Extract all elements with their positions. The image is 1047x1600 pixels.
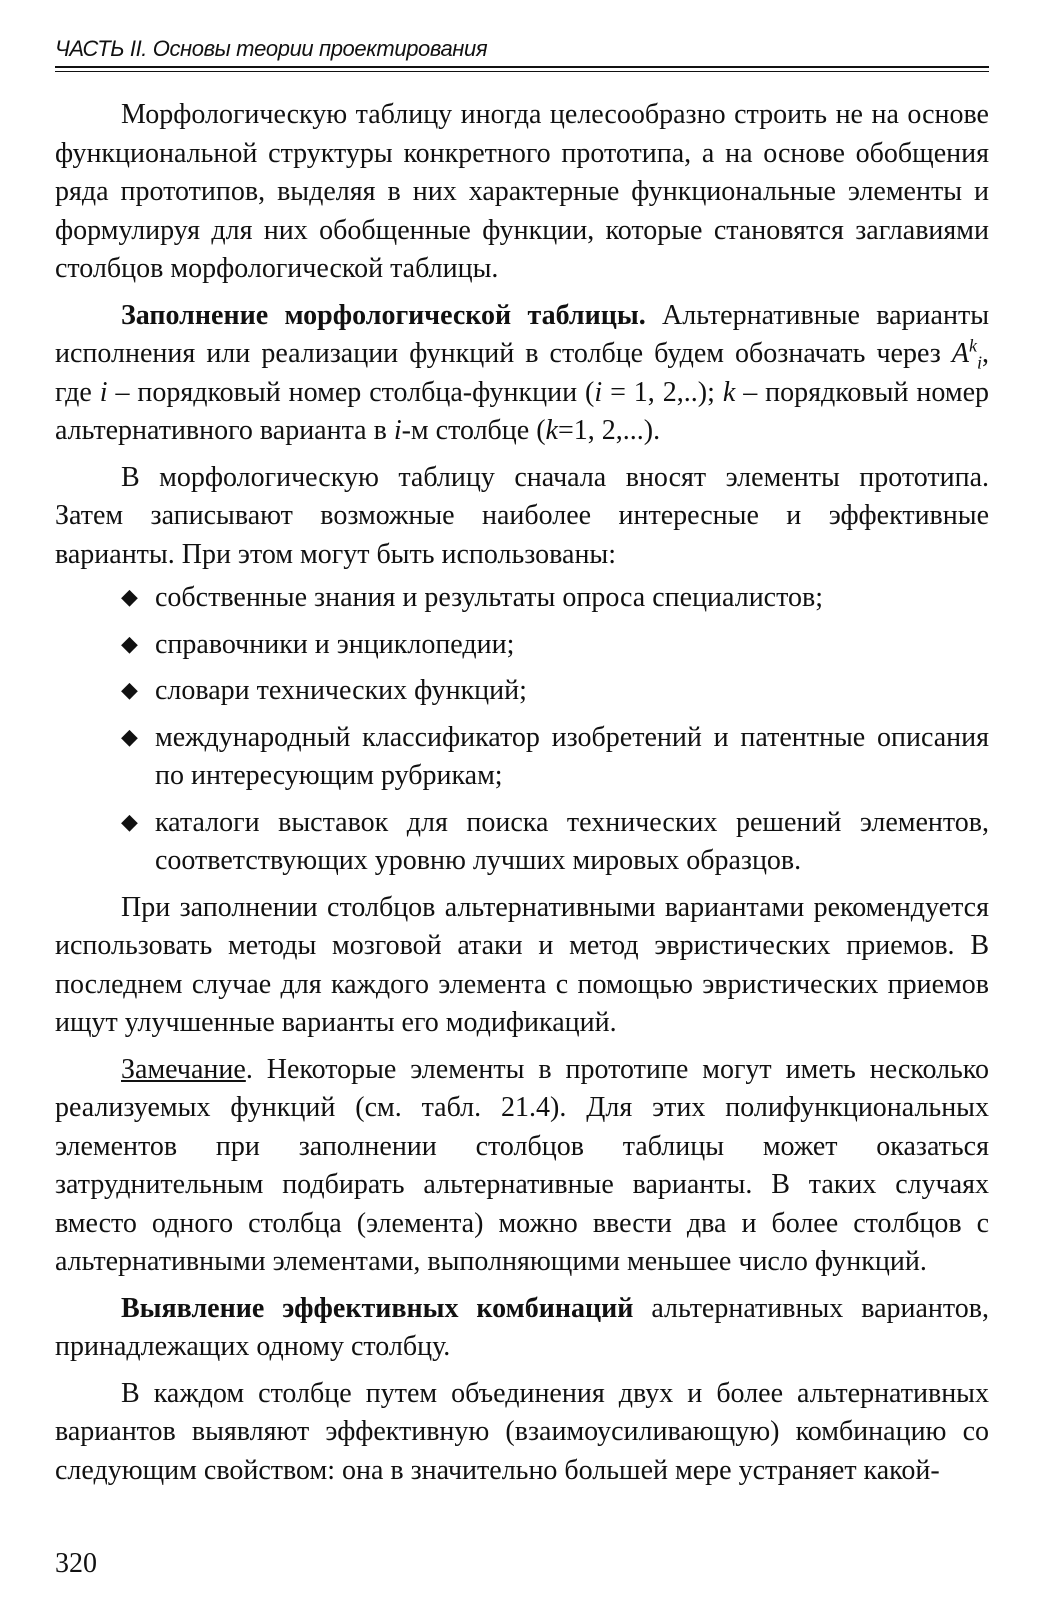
symbol-i-1: i: [99, 376, 108, 408]
list-item-text: словари технических функций;: [155, 675, 527, 706]
p2-text-1: Альтернативные варианты исполнения или реализации функций в столбце будем обозначать через: [55, 299, 990, 369]
list-item-text: собственные знания и результаты опроса специалистов;: [155, 582, 823, 613]
p2-text-5: – порядковый номер альтернативного варианта в: [55, 376, 989, 446]
list-item: [55, 672, 989, 711]
p2-text-2: , где: [55, 338, 989, 408]
paragraph-5: [55, 1051, 989, 1282]
p2-text-3: – порядковый номер столбца-функции (: [107, 376, 595, 408]
paragraph-7: В каждом столбце путем объединения двух и более альтернативных вариантов выявляют эффективную (взаимоусиливающую) комбинацию со следующим свойством: она в значительно большей мере устраняет какой-: [55, 1377, 989, 1486]
running-header: ЧАСТЬ II. Основы теории проектирования: [55, 36, 488, 61]
symbol-i-sub: i: [976, 352, 982, 373]
paragraph-1: Морфологическую таблицу иногда целесообразно строить не на основе функциональной структуры конкретного прототипа, а на основе обобщения ряда прототипов, выделяя в них характерные функциональные элементы и формулируя для них обобщенные функции, которые становятся заглавиями столбцов морфологической таблицы.: [55, 99, 989, 284]
section-heading-combinations: Выявление эффективных комбинаций: [121, 1292, 634, 1324]
p6-text: альтернативных вариантов, принадлежащих одному столбцу.: [55, 1292, 989, 1362]
header-rule-thick: [55, 66, 989, 68]
symbol-k-1: k: [722, 376, 736, 408]
list-item-text: каталоги выставок для поиска технических решений элементов, соответствующих уровню лучших мировых образцов.: [155, 806, 989, 876]
bullet-list: [55, 579, 989, 881]
paragraph-3: В морфологическую таблицу сначала вносят элементы прототипа. Затем записывают возможные наиболее интересные и эффективные варианты. При этом могут быть использованы:: [55, 461, 989, 570]
paragraph-2: [55, 297, 989, 451]
list-item-text: справочники и энциклопедии;: [155, 628, 515, 660]
p2-text-4: = 1, 2,..);: [602, 376, 723, 408]
list-item: [55, 626, 989, 665]
note-text: . Некоторые элементы в прототипе могут иметь несколько реализуемых функций (см. табл. 21.4). Для этих полифункциональных элементов при заполнении столбцов таблицы может оказаться затруднительным подбирать альтернативные варианты. В таких случаях вместо одного столбца (элемента) можно ввести два и более столбцов с альтернативными элементами, выполняющими меньшее число функций.: [55, 1053, 989, 1277]
diamond-bullet-icon: ◆: [121, 585, 138, 610]
header-rule-thin: [55, 71, 989, 72]
page-number: 320: [55, 1548, 97, 1579]
list-item-text: международный классификатор изобретений и патентные описания по интересующим рубрикам;: [155, 721, 989, 791]
diamond-bullet-icon: ◆: [121, 724, 138, 750]
page-body: [55, 96, 989, 1490]
p2-text-7: =1, 2,...).: [557, 415, 661, 446]
symbol-i-3: i: [393, 415, 402, 446]
list-item: [55, 804, 989, 881]
section-heading-filling: Заполнение морфологической таблицы.: [121, 299, 646, 331]
symbol-k-2: k: [545, 415, 558, 446]
list-item: [55, 579, 989, 618]
p2-text-6: -м столбце (: [401, 415, 546, 446]
diamond-bullet-icon: ◆: [121, 631, 138, 657]
symbol-a: A: [951, 338, 969, 369]
paragraph-4: При заполнении столбцов альтернативными вариантами рекомендуется использовать методы мозговой атаки и метод эвристических приемов. В последнем случае для каждого элемента с помощью эвристических приемов ищут улучшенные варианты его модификаций.: [55, 891, 989, 1038]
diamond-bullet-icon: ◆: [121, 678, 138, 703]
note-label: Замечание: [121, 1053, 246, 1085]
symbol-k-sup: k: [968, 335, 977, 356]
paragraph-6: [55, 1290, 989, 1367]
list-item: [55, 719, 989, 796]
diamond-bullet-icon: ◆: [121, 809, 138, 835]
symbol-i-2: i: [594, 376, 603, 408]
